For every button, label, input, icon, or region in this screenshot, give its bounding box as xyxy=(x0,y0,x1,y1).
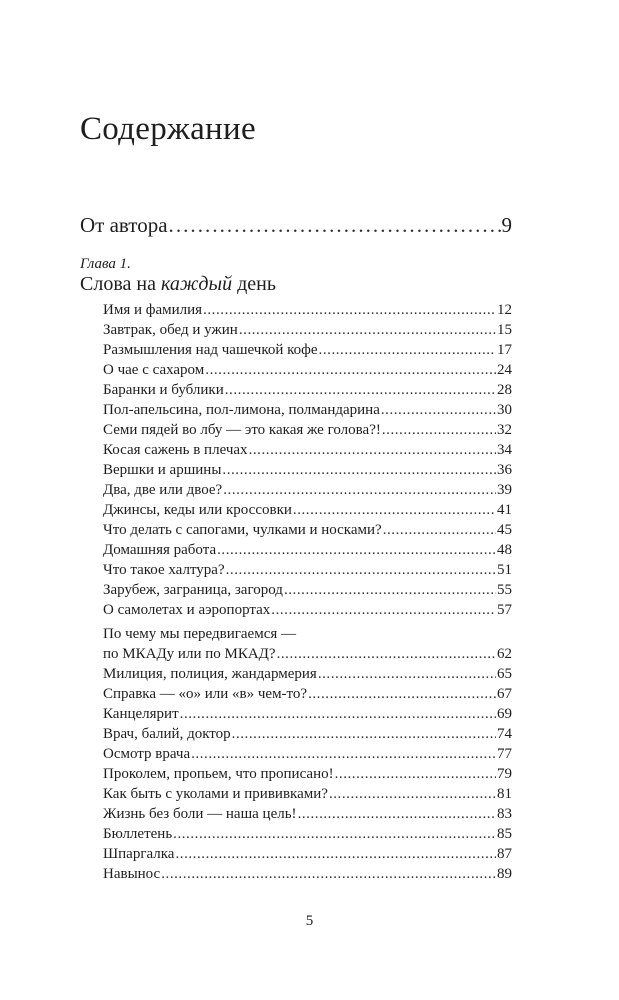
toc-entry-title: Врач, балий, доктор xyxy=(103,726,231,742)
toc-entry-page: 34 xyxy=(497,442,512,458)
toc-entry-page: 45 xyxy=(497,522,512,538)
toc-entry[interactable] xyxy=(103,300,512,320)
toc-entry-page: 89 xyxy=(497,866,512,882)
dot-leader xyxy=(217,540,496,560)
dot-leader xyxy=(191,744,496,764)
dot-leader xyxy=(318,664,496,684)
dot-leader xyxy=(225,380,496,400)
chapter-title-emphasis: каждый xyxy=(160,273,233,295)
toc-entry-title: Шпаргалка xyxy=(103,846,175,862)
toc-entry-title: Канцелярит xyxy=(103,706,179,722)
toc-entry-title: Завтрак, обед и ужин xyxy=(103,322,238,338)
toc-entry-page: 77 xyxy=(497,746,512,762)
toc-entry-page: 30 xyxy=(497,402,512,418)
toc-entry-title: Вершки и аршины xyxy=(103,462,222,478)
dot-leader xyxy=(222,460,496,480)
dot-leader xyxy=(232,724,496,744)
dot-leader xyxy=(308,684,496,704)
toc-entry-title: О чае с сахаром xyxy=(103,362,205,378)
toc-entry-title: по МКАДу или по МКАД? xyxy=(103,646,276,662)
toc-entry[interactable] xyxy=(103,664,512,684)
toc-entry[interactable] xyxy=(103,784,512,804)
toc-entry[interactable] xyxy=(103,864,512,884)
dot-leader xyxy=(383,520,496,540)
toc-entry[interactable] xyxy=(103,744,512,764)
toc-entry-page: 69 xyxy=(497,706,512,722)
dot-leader xyxy=(249,440,496,460)
toc-entry[interactable] xyxy=(103,340,512,360)
toc-entry-title: Что делать с сапогами, чулками и носками? xyxy=(103,522,382,538)
dot-leader xyxy=(319,340,496,360)
dot-leader xyxy=(180,704,496,724)
dot-leader xyxy=(205,360,496,380)
toc-entry-title: Домашняя работа xyxy=(103,542,217,558)
toc-entry-title: Милиция, полиция, жандармерия xyxy=(103,666,317,682)
toc-entry-page: 57 xyxy=(497,602,512,618)
toc-entry-page: 32 xyxy=(497,422,512,438)
toc-entry-title: Баранки и бублики xyxy=(103,382,224,398)
chapter-title-part: Слова на xyxy=(80,273,161,295)
toc-entry-title: Пол-апельсина, пол-лимона, полмандарина xyxy=(103,402,380,418)
dot-leader xyxy=(381,400,496,420)
toc-entry-page: 48 xyxy=(497,542,512,558)
dot-leader xyxy=(239,320,496,340)
dot-leader xyxy=(161,864,496,884)
toc-entry[interactable] xyxy=(103,764,512,784)
toc-entry[interactable] xyxy=(103,500,512,520)
toc-entry-title: Жизнь без боли — наша цель! xyxy=(103,806,297,822)
toc-entry-page: 17 xyxy=(497,342,512,358)
toc-entry-title: Что такое халтура? xyxy=(103,562,225,578)
toc-entry-title: От автора xyxy=(80,213,168,237)
toc-entry-title: Навынос xyxy=(103,866,161,882)
toc-entry-page: 36 xyxy=(497,462,512,478)
dot-leader xyxy=(277,644,496,664)
toc-entry[interactable] xyxy=(103,804,512,824)
toc-entry-page: 55 xyxy=(497,582,512,598)
toc-entry[interactable] xyxy=(103,520,512,540)
toc-entry-page: 74 xyxy=(497,726,512,742)
toc-entry-page: 24 xyxy=(497,362,512,378)
dot-leader xyxy=(175,844,496,864)
toc-entry-title: Зарубеж, заграница, загород xyxy=(103,582,283,598)
toc-entry-title: Размышления над чашечкой кофе xyxy=(103,342,318,358)
toc-entry-page: 62 xyxy=(497,646,512,662)
toc-entry[interactable] xyxy=(103,420,512,440)
toc-entry-page: 28 xyxy=(497,382,512,398)
chapter-title xyxy=(80,272,276,296)
toc-entry-page: 85 xyxy=(497,826,512,842)
toc-entry-title: Семи пядей во лбу — это какая же голова?! xyxy=(103,422,381,438)
toc-entry[interactable] xyxy=(103,380,512,400)
page-number: 5 xyxy=(305,913,314,929)
toc-entry-page: 15 xyxy=(497,322,512,338)
toc-entry-title: Имя и фамилия xyxy=(103,302,203,318)
toc-entry[interactable] xyxy=(103,400,512,420)
toc-entry-title: Справка — «о» или «в» чем-то? xyxy=(103,686,308,702)
toc-entry[interactable] xyxy=(103,480,512,500)
toc-entry-page: 87 xyxy=(497,846,512,862)
dot-leader xyxy=(203,300,496,320)
toc-entry[interactable] xyxy=(103,724,512,744)
toc-entry-page: 51 xyxy=(497,562,512,578)
toc-entry-page: 9 xyxy=(501,213,512,237)
toc-entry[interactable] xyxy=(103,560,512,580)
toc-entry[interactable] xyxy=(103,824,512,844)
toc-entry-page: 79 xyxy=(497,766,512,782)
toc-entry[interactable] xyxy=(103,704,512,724)
toc-entry[interactable] xyxy=(103,684,512,704)
chapter-title-part: день xyxy=(232,273,276,295)
dot-leader xyxy=(298,804,496,824)
chapter-label: Глава 1. xyxy=(80,256,131,272)
toc-entry-page: 81 xyxy=(497,786,512,802)
toc-entry[interactable] xyxy=(103,320,512,340)
dot-leader xyxy=(293,500,496,520)
toc-entry-page: 39 xyxy=(497,482,512,498)
toc-entry-page: 41 xyxy=(497,502,512,518)
dot-leader xyxy=(169,211,501,239)
toc-entry[interactable] xyxy=(103,644,512,664)
toc-entry[interactable] xyxy=(103,540,512,560)
dot-leader xyxy=(335,764,496,784)
toc-entry-page: 83 xyxy=(497,806,512,822)
dot-leader xyxy=(271,600,496,620)
toc-entry-title: Бюллетень xyxy=(103,826,173,842)
toc-entry[interactable] xyxy=(103,844,512,864)
toc-entry-title-first-line[interactable]: По чему мы передвигаемся — xyxy=(103,626,297,642)
toc-entry-page: 12 xyxy=(497,302,512,318)
toc-entry[interactable] xyxy=(103,360,512,380)
toc-entry[interactable] xyxy=(103,600,512,620)
toc-entry-title: О самолетах и аэропортах xyxy=(103,602,271,618)
toc-entry-title: Косая сажень в плечах xyxy=(103,442,248,458)
dot-leader xyxy=(226,560,496,580)
dot-leader xyxy=(329,784,496,804)
toc-entry-page: 65 xyxy=(497,666,512,682)
toc-entry-title: Проколем, пропьем, что прописано! xyxy=(103,766,334,782)
dot-leader xyxy=(173,824,496,844)
dot-leader xyxy=(382,420,496,440)
dot-leader xyxy=(223,480,496,500)
dot-leader xyxy=(284,580,496,600)
toc-entry-title: Осмотр врача xyxy=(103,746,191,762)
toc-entry[interactable] xyxy=(103,440,512,460)
toc-entry-title: Два, две или двое? xyxy=(103,482,223,498)
toc-entry-title: Как быть с уколами и прививками? xyxy=(103,786,328,802)
toc-entry-page: 67 xyxy=(497,686,512,702)
toc-entry[interactable] xyxy=(103,580,512,600)
page-title: Содержание xyxy=(80,111,256,147)
toc-entry-title: Джинсы, кеды или кроссовки xyxy=(103,502,292,518)
toc-entry-author[interactable] xyxy=(80,211,512,239)
toc-entry[interactable] xyxy=(103,460,512,480)
